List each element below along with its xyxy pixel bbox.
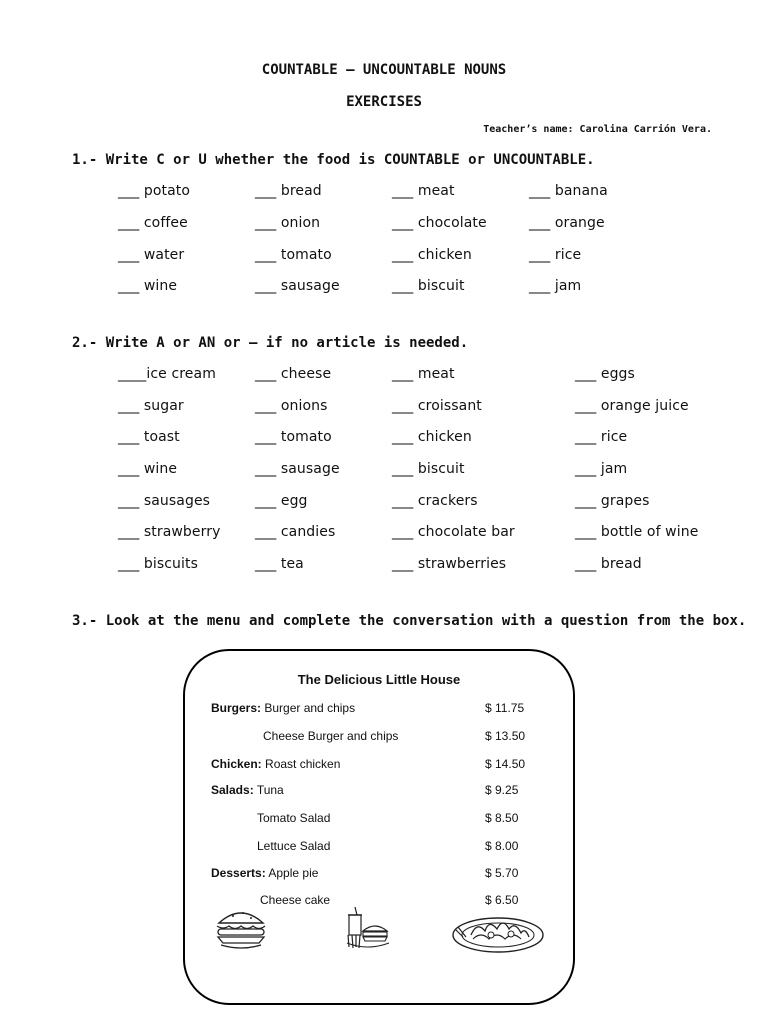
exercise-2-instruction: 2.- Write A or AN or – if no article is needed. <box>72 335 469 351</box>
exercise-2-item: ___ rice <box>575 429 628 445</box>
exercise-1-row <box>0 278 768 298</box>
exercise-2-item: ___ sugar <box>118 398 184 414</box>
exercise-1-item: ___ tomato <box>255 247 332 263</box>
exercise-1-item: ___ biscuit <box>392 278 465 294</box>
exercise-2-item: ___ wine <box>118 461 178 477</box>
exercise-2-row <box>0 493 768 513</box>
exercise-1-row <box>0 247 768 267</box>
exercise-2-row <box>0 398 768 418</box>
exercise-1-item: ___ jam <box>529 278 582 294</box>
exercise-2-item: ___ chicken <box>392 429 472 445</box>
exercise-2-row <box>0 524 768 544</box>
menu-row <box>185 839 573 857</box>
exercise-2-item: ___ biscuits <box>118 556 198 572</box>
menu-row <box>185 811 573 829</box>
exercise-2-item: ___ bottle of wine <box>575 524 699 540</box>
menu-title: The Delicious Little House <box>297 672 461 687</box>
menu-row <box>185 783 573 801</box>
menu-box <box>183 649 575 1005</box>
menu-item: Cheese Burger and chips <box>263 729 399 743</box>
exercise-1-item: ___ water <box>118 247 185 263</box>
exercise-2-item: ___ strawberries <box>392 556 507 572</box>
exercise-1-instruction: 1.- Write C or U whether the food is COUNTABLE or UNCOUNTABLE. <box>72 152 595 168</box>
exercise-1-item: ___ wine <box>118 278 178 294</box>
exercise-2-item: ___ toast <box>118 429 180 445</box>
menu-price: $ 8.00 <box>485 839 519 853</box>
salad-plate-icon <box>451 909 545 955</box>
exercise-2-item: ___ sausage <box>255 461 340 477</box>
menu-item: Burger and chips <box>264 701 356 715</box>
menu-item: Apple pie <box>268 866 319 880</box>
menu-row <box>185 729 573 747</box>
exercise-1-item: ___ onion <box>255 215 321 231</box>
exercise-2-item: ___ cheese <box>255 366 332 382</box>
exercise-2-item: ___ egg <box>255 493 308 509</box>
exercise-2-item: ___ crackers <box>392 493 478 509</box>
menu-category: Desserts: <box>211 866 266 880</box>
exercise-1-row <box>0 183 768 203</box>
exercise-3-instruction: 3.- Look at the menu and complete the conversation with a question from the box. <box>72 613 747 629</box>
exercise-1-item: ___ sausage <box>255 278 340 294</box>
exercise-2-item: ___ eggs <box>575 366 635 382</box>
burger-icon <box>213 905 269 949</box>
exercise-1-item: ___ coffee <box>118 215 188 231</box>
exercise-1-item: ___ chocolate <box>392 215 487 231</box>
exercise-2-item: ___ biscuit <box>392 461 465 477</box>
exercise-1-item: ___ bread <box>255 183 322 199</box>
exercise-2-item: ___ jam <box>575 461 628 477</box>
menu-price: $ 11.75 <box>485 701 525 715</box>
worksheet-title: COUNTABLE – UNCOUNTABLE NOUNS <box>261 62 507 78</box>
menu-price: $ 6.50 <box>485 893 519 907</box>
menu-price: $ 13.50 <box>485 729 526 743</box>
exercise-1-row <box>0 215 768 235</box>
menu-price: $ 8.50 <box>485 811 519 825</box>
menu-row <box>185 757 573 775</box>
menu-item: Cheese cake <box>260 893 331 907</box>
exercise-2-item: ___ sausages <box>118 493 211 509</box>
menu-row <box>185 866 573 884</box>
teacher-name: Teacher’s name: Carolina Carrión Vera. <box>483 124 712 135</box>
exercise-1-item: ___ orange <box>529 215 605 231</box>
exercise-1-item: ___ banana <box>529 183 608 199</box>
menu-row <box>185 701 573 719</box>
exercise-2-item: ___ strawberry <box>118 524 221 540</box>
exercise-2-row <box>0 366 768 386</box>
exercise-2-item: ___ chocolate bar <box>392 524 515 540</box>
exercise-2-item: ___ tea <box>255 556 304 572</box>
exercise-2-row <box>0 429 768 449</box>
menu-price: $ 14.50 <box>485 757 526 771</box>
exercise-2-item: ___ bread <box>575 556 642 572</box>
menu-item: Roast chicken <box>265 757 341 771</box>
worksheet-subtitle: EXERCISES <box>346 94 422 110</box>
exercise-2-item: ___ onions <box>255 398 328 414</box>
exercise-1-item: ___ meat <box>392 183 455 199</box>
menu-category: Chicken: <box>211 757 262 771</box>
exercise-2-item: ___ orange juice <box>575 398 689 414</box>
exercise-2-item: ___ candies <box>255 524 336 540</box>
fast-food-meal-icon <box>345 905 391 951</box>
menu-item: Lettuce Salad <box>257 839 331 853</box>
menu-category: Burgers: <box>211 701 262 715</box>
menu-price: $ 9.25 <box>485 783 519 797</box>
menu-item: Tuna <box>256 783 284 797</box>
exercise-2-item: ___ grapes <box>575 493 650 509</box>
menu-item: Tomato Salad <box>257 811 331 825</box>
exercise-2-item: ____ice cream <box>118 366 216 382</box>
exercise-2-row <box>0 556 768 576</box>
exercise-2-item: ___ meat <box>392 366 455 382</box>
exercise-2-item: ___ tomato <box>255 429 332 445</box>
exercise-2-row <box>0 461 768 481</box>
menu-price: $ 5.70 <box>485 866 519 880</box>
exercise-1-item: ___ rice <box>529 247 582 263</box>
menu-category: Salads: <box>211 783 254 797</box>
exercise-1-item: ___ chicken <box>392 247 472 263</box>
exercise-1-item: ___ potato <box>118 183 191 199</box>
exercise-2-item: ___ croissant <box>392 398 482 414</box>
